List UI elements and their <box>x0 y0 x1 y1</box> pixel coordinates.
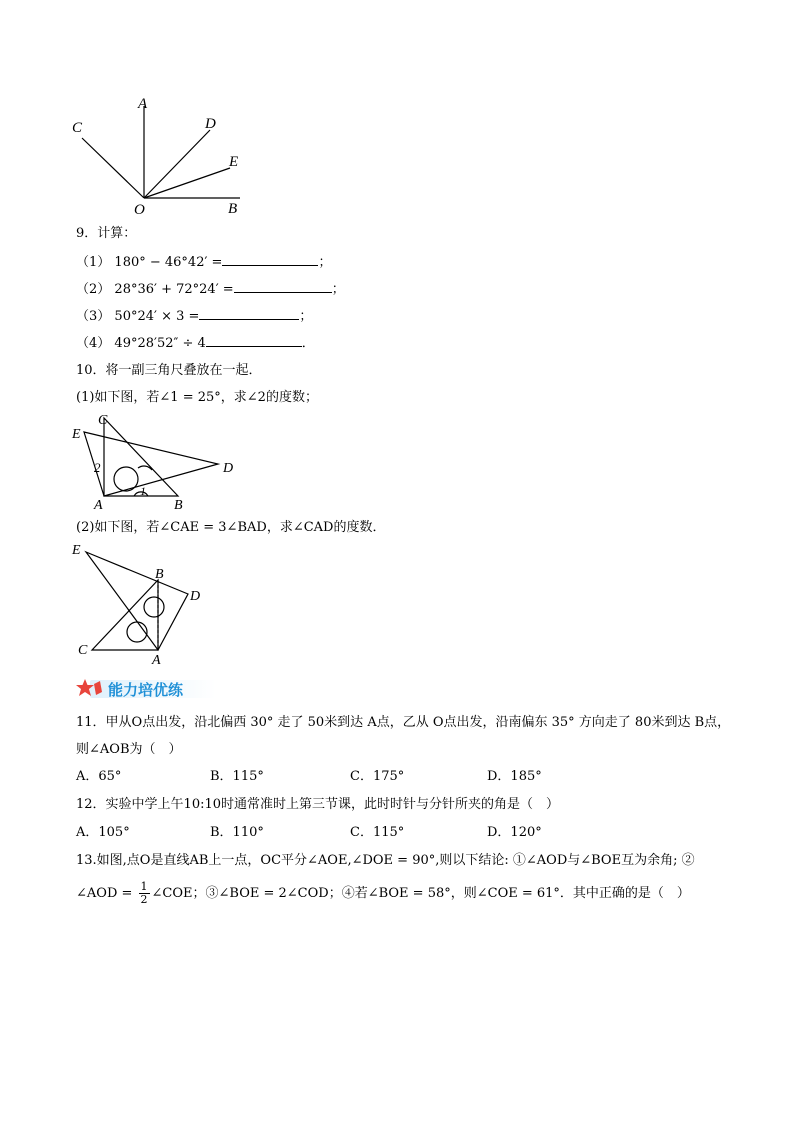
q11-stem-line1: 11．甲从O点出发，沿北偏西 30° 走了 50米到达 A点，乙从 O点出发，沿南偏东 35° 方向走了 80米到达 B点， <box>76 715 731 730</box>
q13-rest: ∠COE；③∠BOE = 2∠COD；④若∠BOE = 58°，则∠COE = 61°．其中正确的是（ ） <box>151 886 690 901</box>
angle-rays-figure <box>60 92 260 217</box>
q10-part1: (1)如下图，若∠1 = 25°，求∠2的度数； <box>76 390 318 405</box>
q9-item-expr: 180° − 46°42′ = <box>114 255 223 270</box>
q9-item-4 <box>76 334 315 353</box>
label-C: C <box>78 643 88 658</box>
q11-option-a[interactable]: A．65° <box>76 769 122 784</box>
q13-expr-aod: ∠AOD = <box>76 886 133 901</box>
q13-stem-line1: 13.如图,点O是直线AB上一点，OC平分∠AOE,∠DOE = 90°,则以下结论: ①∠AOD与∠BOE互为余角; ② <box>76 853 695 868</box>
q9-item-end: ； <box>331 282 345 297</box>
answer-blank[interactable] <box>206 334 302 347</box>
q9-item-end: ； <box>318 255 332 270</box>
q12-option-a[interactable]: A．105° <box>76 825 130 840</box>
section-banner <box>76 677 216 699</box>
fraction-numerator: 1 <box>140 880 148 893</box>
q13-stem-line2 <box>76 880 690 908</box>
q12-stem: 12．实验中学上午10:10时通常准时上第三节课，此时时针与分针所夹的角是（ ） <box>76 797 560 812</box>
q9-item-2 <box>76 280 345 299</box>
label-D: D <box>223 461 234 476</box>
set-square-hole-lower <box>127 622 147 642</box>
q12-option-d[interactable]: D．120° <box>487 825 542 840</box>
label-B: B <box>228 201 238 217</box>
q9-item-expr: 49°28′52″ ÷ 4 <box>114 336 206 351</box>
triangle-EDA <box>86 552 188 650</box>
q9-item-num: （3） <box>76 309 111 324</box>
label-E: E <box>229 154 239 170</box>
q9-item-num: （1） <box>76 255 111 270</box>
q11-option-d[interactable]: D．185° <box>487 769 542 784</box>
fraction-denominator: 2 <box>140 893 148 906</box>
set-squares-figure-2 <box>66 540 216 668</box>
set-squares-figure-1 <box>66 410 246 515</box>
q9-item-1 <box>76 253 331 272</box>
q9-item-end: ． <box>301 336 315 351</box>
label-angle-2: 2 <box>94 460 101 475</box>
ray-OC <box>82 138 144 198</box>
set-square-hole-upper <box>144 597 164 617</box>
label-A: A <box>152 653 161 668</box>
label-E: E <box>72 427 81 442</box>
label-D: D <box>205 116 216 132</box>
label-C: C <box>98 413 108 428</box>
q9-item-num: （2） <box>76 282 111 297</box>
label-E: E <box>72 543 81 558</box>
q12-option-b[interactable]: B．110° <box>210 825 264 840</box>
ray-OD <box>144 130 210 198</box>
q11-option-c[interactable]: C．175° <box>350 769 405 784</box>
q12-option-c[interactable]: C．115° <box>350 825 405 840</box>
label-C: C <box>72 120 83 136</box>
answer-blank[interactable] <box>222 253 318 266</box>
label-B: B <box>174 498 183 513</box>
q9-item-end: ； <box>299 309 313 324</box>
label-angle-1: 1 <box>140 484 146 498</box>
q11-stem-line2: 则∠AOB为（ ） <box>76 742 182 757</box>
ray-OE <box>144 168 230 198</box>
star-icon <box>76 678 106 698</box>
fraction-one-half <box>139 881 150 906</box>
q9-item-expr: 28°36′ + 72°24′ = <box>114 282 234 297</box>
set-square-hole <box>114 467 138 491</box>
q9-item-num: （4） <box>76 336 111 351</box>
q10-part2: (2)如下图，若∠CAE = 3∠BAD，求∠CAD的度数． <box>76 520 386 535</box>
q11-option-b[interactable]: B．115° <box>210 769 264 784</box>
label-O: O <box>134 202 145 217</box>
label-D: D <box>190 589 201 604</box>
section-title: 能力培优练 <box>108 681 184 699</box>
label-A: A <box>94 498 103 513</box>
q10-header: 10．将一副三角尺叠放在一起． <box>76 363 262 378</box>
answer-blank[interactable] <box>199 307 299 320</box>
label-A: A <box>138 96 148 112</box>
answer-blank[interactable] <box>234 280 332 293</box>
q9-header: 9．计算： <box>76 226 137 241</box>
label-B: B <box>155 567 164 582</box>
q9-item-3 <box>76 307 312 326</box>
q9-item-expr: 50°24′ × 3 = <box>114 309 200 324</box>
